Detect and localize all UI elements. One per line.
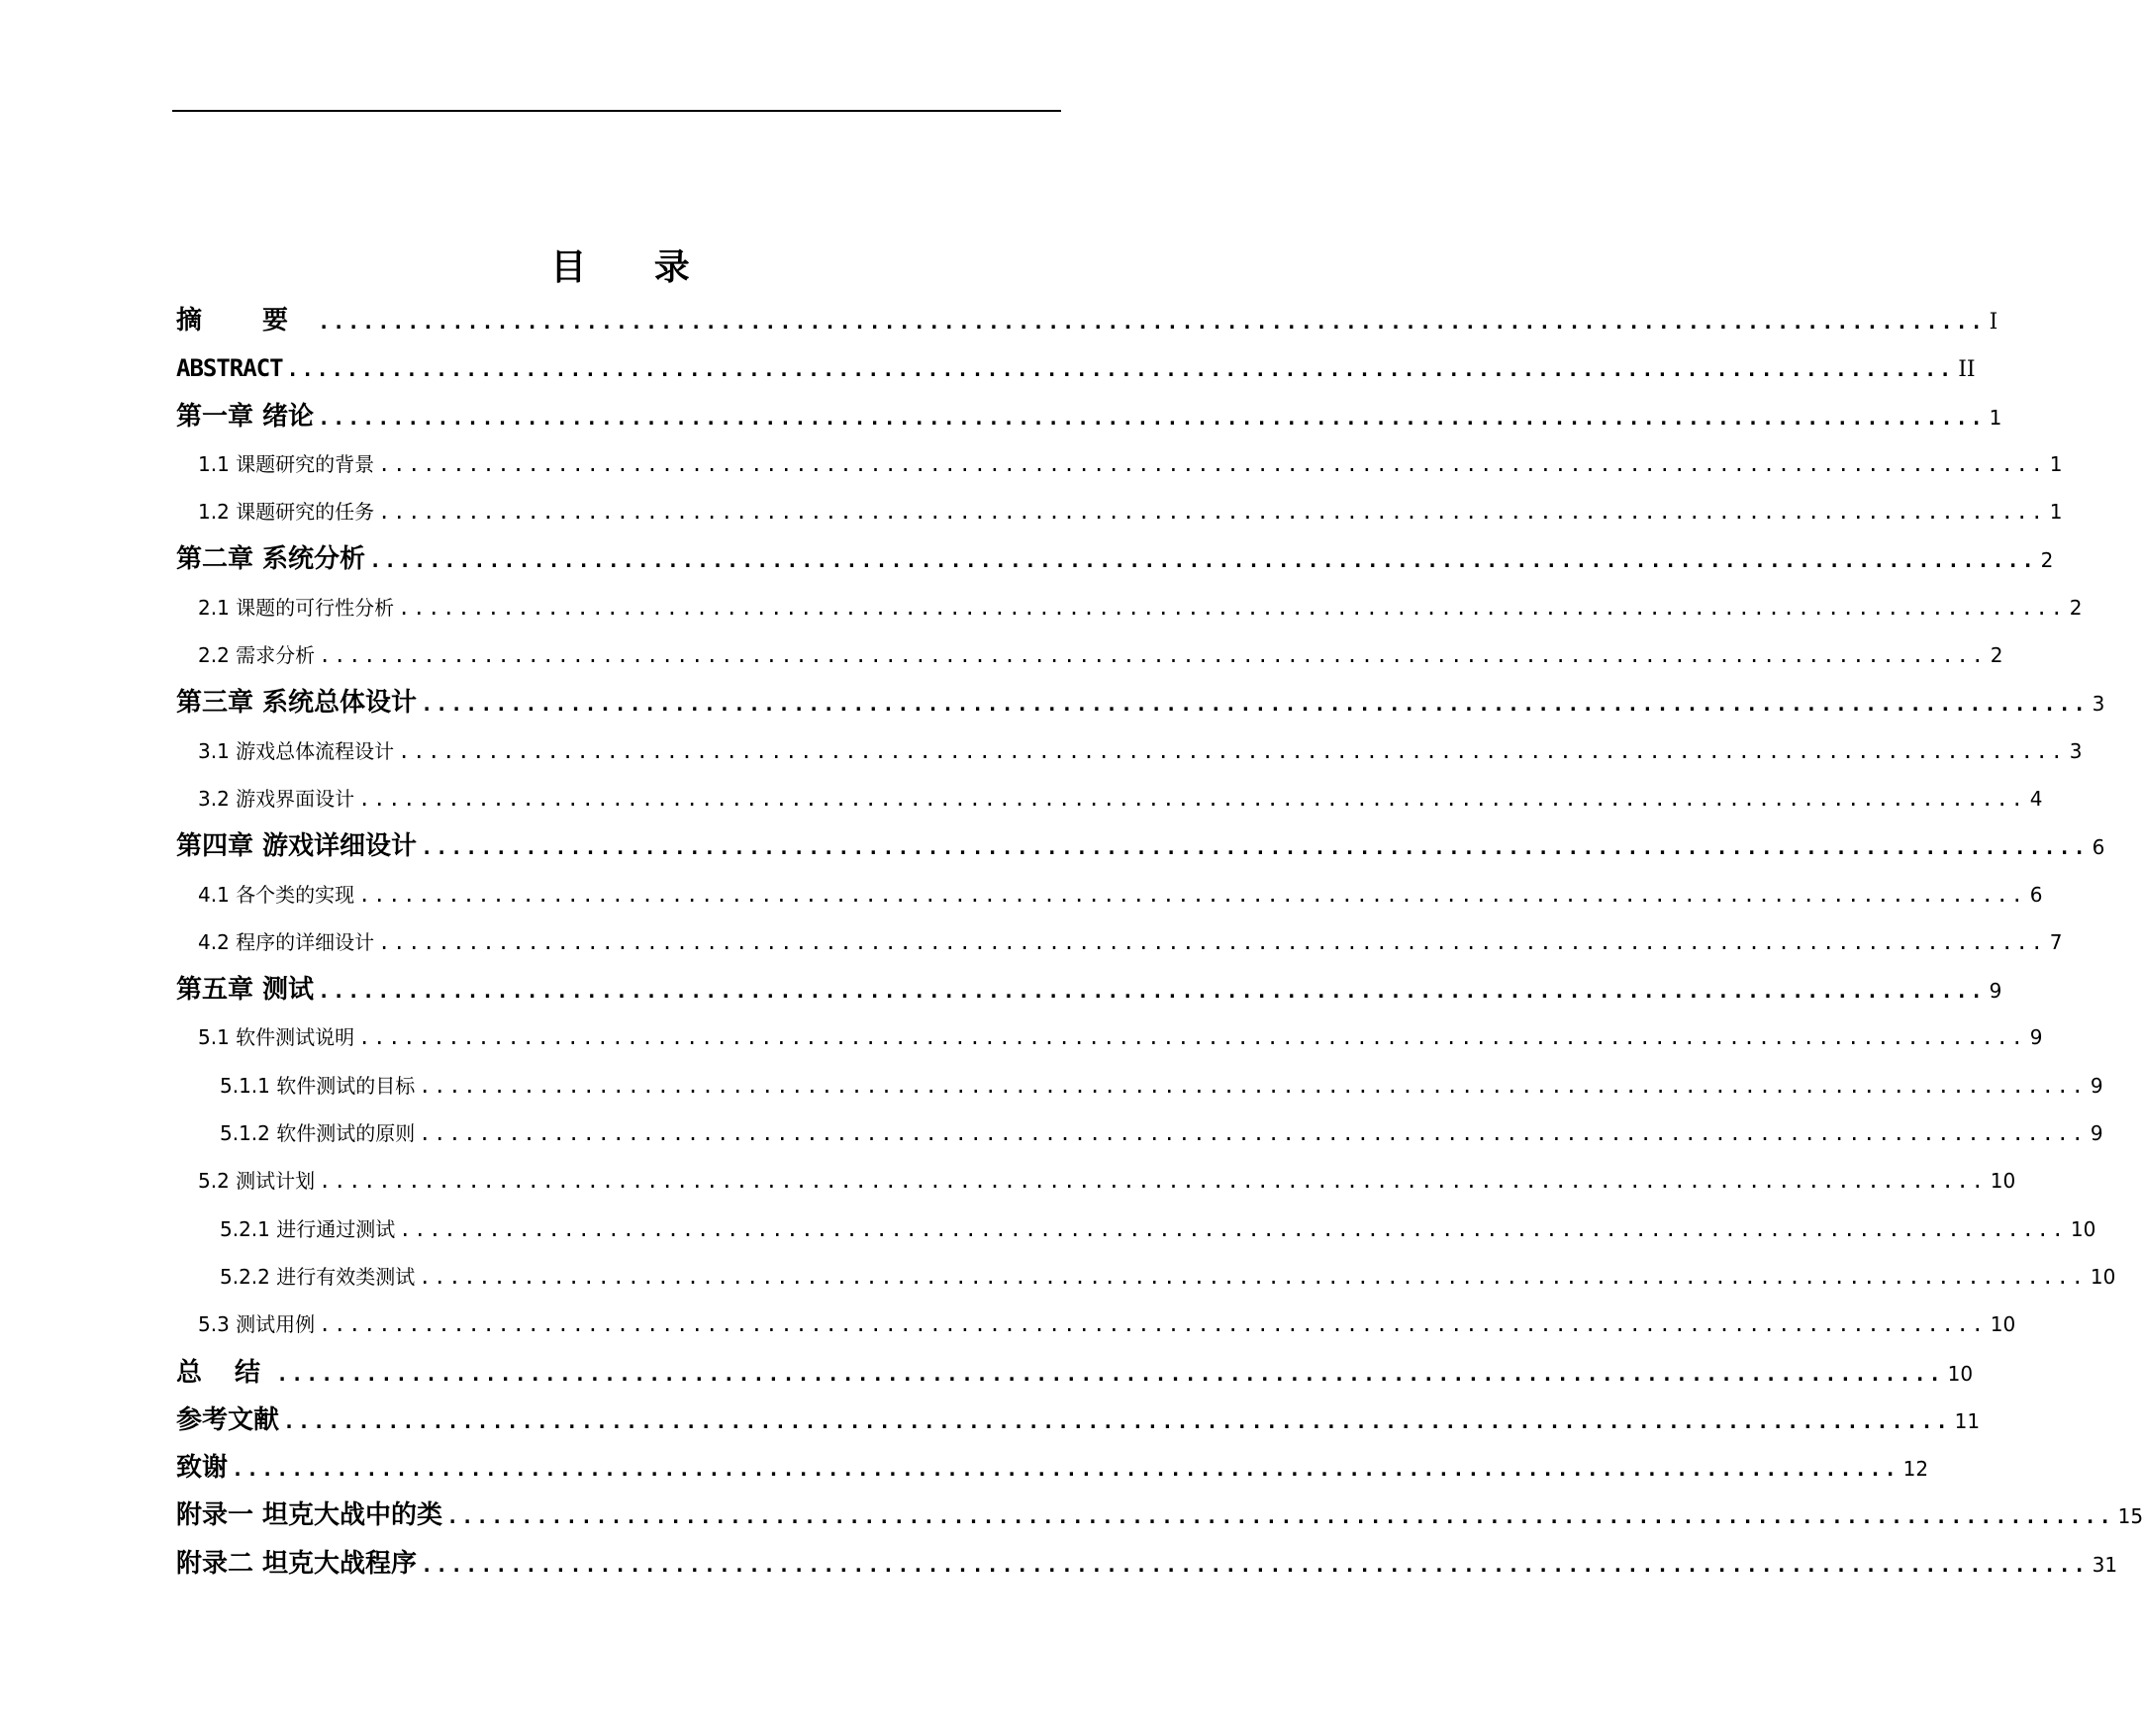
toc-entry-abstract-en[interactable] — [176, 344, 1976, 392]
toc-entry-page: 2 — [2040, 548, 2054, 573]
toc-entry-label: 1.1 课题研究的背景 — [198, 451, 375, 476]
toc-entry-page: II — [1958, 357, 1976, 383]
toc-entry-label: 4.1 各个类的实现 — [198, 882, 355, 907]
toc-entry-abstract-cn[interactable] — [176, 297, 1998, 344]
toc-leader-dots: ................................................................................................................ — [276, 1361, 1944, 1386]
toc-entry-page: 10 — [1990, 1312, 2016, 1337]
toc-entry-label: 5.2 测试计划 — [198, 1169, 316, 1194]
toc-entry-section-3-2[interactable] — [176, 775, 2043, 822]
toc-leader-dots: ................................................................................................................ — [378, 929, 2046, 954]
toc-entry-acknowledgements[interactable] — [176, 1444, 1929, 1492]
toc-entry-page: 9 — [2090, 1121, 2103, 1146]
toc-entry-chapter-2[interactable] — [176, 535, 2054, 583]
toc-entry-section-2-2[interactable] — [176, 631, 2003, 679]
toc-leader-dots: ................................................................................................................ — [398, 595, 2066, 620]
toc-entry-page: 6 — [2029, 882, 2043, 907]
toc-entry-label: 致谢 — [176, 1453, 229, 1484]
toc-entry-label: 附录一 坦克大战中的类 — [176, 1500, 443, 1531]
toc-leader-dots: ................................................................................................................ — [319, 643, 1987, 668]
toc-leader-dots: ................................................................................................................ — [398, 738, 2066, 763]
toc-entry-label: 摘 要 — [176, 306, 315, 336]
toc-entry-label: 5.1 软件测试说明 — [198, 1025, 355, 1050]
toc-entry-section-5-1-2[interactable] — [176, 1109, 2103, 1157]
toc-leader-dots: ................................................................................................................ — [319, 1169, 1987, 1194]
toc-entry-label: 2.1 课题的可行性分析 — [198, 595, 395, 620]
toc-entry-label: 附录二 坦克大战程序 — [176, 1548, 418, 1579]
toc-entry-page: 4 — [2029, 786, 2043, 811]
toc-entry-section-5-1[interactable] — [176, 1013, 2043, 1061]
toc-entry-page: 11 — [1954, 1408, 1981, 1433]
toc-leader-dots: ................................................................................................................ — [446, 1504, 2114, 1529]
toc-entry-chapter-3[interactable] — [176, 679, 2105, 726]
toc-entry-appendix-1[interactable] — [176, 1492, 2143, 1539]
toc-entry-page: 2 — [2069, 595, 2083, 620]
toc-entry-page: 31 — [2092, 1552, 2118, 1577]
toc-leader-dots: ................................................................................................................ — [286, 357, 1955, 382]
toc-entry-page: 10 — [2070, 1216, 2096, 1241]
toc-entry-page: 10 — [2090, 1264, 2116, 1289]
toc-entry-page: 6 — [2092, 835, 2105, 860]
toc-leader-dots: ................................................................................................................ — [318, 405, 1986, 430]
toc-entry-summary[interactable] — [176, 1349, 1974, 1397]
toc-entry-label: 3.2 游戏界面设计 — [198, 786, 355, 811]
toc-entry-page: I — [1989, 310, 1998, 335]
table-of-contents — [176, 297, 2143, 1588]
toc-entry-page: 15 — [2117, 1504, 2143, 1529]
toc-leader-dots: ................................................................................................................ — [358, 786, 2026, 811]
toc-entry-section-5-3[interactable] — [176, 1301, 2016, 1348]
toc-leader-dots: ................................................................................................................ — [232, 1457, 1899, 1482]
toc-leader-dots: ................................................................................................................ — [318, 310, 1986, 334]
toc-entry-label: 2.2 需求分析 — [198, 643, 316, 668]
toc-entry-page: 2 — [1990, 643, 2003, 668]
toc-leader-dots: ................................................................................................................ — [358, 882, 2026, 907]
toc-entry-label: ABSTRACT — [176, 354, 283, 383]
toc-leader-dots: ................................................................................................................ — [419, 1121, 2087, 1146]
toc-leader-dots: ................................................................................................................ — [378, 451, 2046, 476]
toc-entry-appendix-2[interactable] — [176, 1540, 2118, 1588]
toc-leader-dots: ................................................................................................................ — [283, 1408, 1951, 1433]
toc-entry-section-3-1[interactable] — [176, 727, 2083, 775]
toc-entry-label: 第三章 系统总体设计 — [176, 688, 418, 719]
toc-entry-label: 第四章 游戏详细设计 — [176, 831, 418, 862]
toc-entry-page: 3 — [2069, 738, 2083, 763]
toc-entry-page: 1 — [2049, 451, 2063, 476]
toc-entry-label: 5.1.2 软件测试的原则 — [220, 1121, 416, 1146]
toc-entry-page: 9 — [2090, 1073, 2103, 1098]
toc-entry-page: 1 — [1989, 405, 2002, 430]
toc-leader-dots: ................................................................................................................ — [421, 1552, 2089, 1577]
toc-leader-dots: ................................................................................................................ — [378, 500, 2046, 525]
toc-entry-label: 第一章 绪论 — [176, 401, 315, 432]
toc-leader-dots: ................................................................................................................ — [318, 979, 1986, 1004]
toc-leader-dots: ................................................................................................................ — [419, 1264, 2087, 1289]
toc-entry-label: 5.3 测试用例 — [198, 1312, 316, 1337]
toc-entry-label: 4.2 程序的详细设计 — [198, 929, 375, 954]
toc-entry-label: 总 结 — [176, 1357, 273, 1388]
toc-entry-references[interactable] — [176, 1397, 1981, 1444]
toc-entry-page: 3 — [2092, 692, 2105, 717]
toc-entry-section-5-1-1[interactable] — [176, 1062, 2103, 1109]
toc-entry-section-1-2[interactable] — [176, 488, 2063, 535]
toc-leader-dots: ................................................................................................................ — [399, 1216, 2067, 1241]
toc-entry-label: 5.1.1 软件测试的目标 — [220, 1073, 416, 1098]
page-title: 目 录 — [550, 247, 718, 288]
toc-leader-dots: ................................................................................................................ — [369, 548, 2037, 573]
toc-entry-label: 3.1 游戏总体流程设计 — [198, 738, 395, 763]
toc-entry-page: 10 — [1990, 1169, 2016, 1194]
toc-entry-page: 7 — [2049, 929, 2063, 954]
toc-leader-dots: ................................................................................................................ — [419, 1073, 2087, 1098]
toc-entry-label: 第二章 系统分析 — [176, 544, 366, 575]
toc-entry-page: 9 — [1989, 979, 2002, 1004]
toc-entry-page: 9 — [2029, 1025, 2043, 1050]
toc-entry-section-5-2-1[interactable] — [176, 1206, 2096, 1253]
toc-leader-dots: ................................................................................................................ — [421, 692, 2089, 717]
toc-entry-section-4-2[interactable] — [176, 918, 2063, 966]
toc-entry-label: 参考文献 — [176, 1404, 280, 1435]
toc-leader-dots: ................................................................................................................ — [421, 835, 2089, 860]
toc-entry-label: 第五章 测试 — [176, 975, 315, 1006]
toc-entry-chapter-4[interactable] — [176, 822, 2105, 870]
toc-entry-page: 12 — [1902, 1457, 1929, 1482]
header-rule — [172, 110, 1061, 112]
toc-entry-section-4-1[interactable] — [176, 871, 2043, 918]
toc-entry-page: 1 — [2049, 500, 2063, 525]
toc-leader-dots: ................................................................................................................ — [319, 1312, 1987, 1337]
toc-entry-section-1-1[interactable] — [176, 440, 2063, 488]
toc-entry-section-2-1[interactable] — [176, 584, 2083, 631]
toc-entry-page: 10 — [1947, 1361, 1974, 1386]
toc-entry-label: 5.2.2 进行有效类测试 — [220, 1264, 416, 1289]
toc-entry-chapter-1[interactable] — [176, 393, 2002, 440]
toc-leader-dots: ................................................................................................................ — [358, 1025, 2026, 1050]
toc-entry-label: 5.2.1 进行通过测试 — [220, 1216, 396, 1241]
toc-entry-section-5-2[interactable] — [176, 1157, 2016, 1205]
toc-entry-label: 1.2 课题研究的任务 — [198, 500, 375, 525]
toc-entry-chapter-5[interactable] — [176, 966, 2002, 1013]
toc-entry-section-5-2-2[interactable] — [176, 1253, 2116, 1301]
